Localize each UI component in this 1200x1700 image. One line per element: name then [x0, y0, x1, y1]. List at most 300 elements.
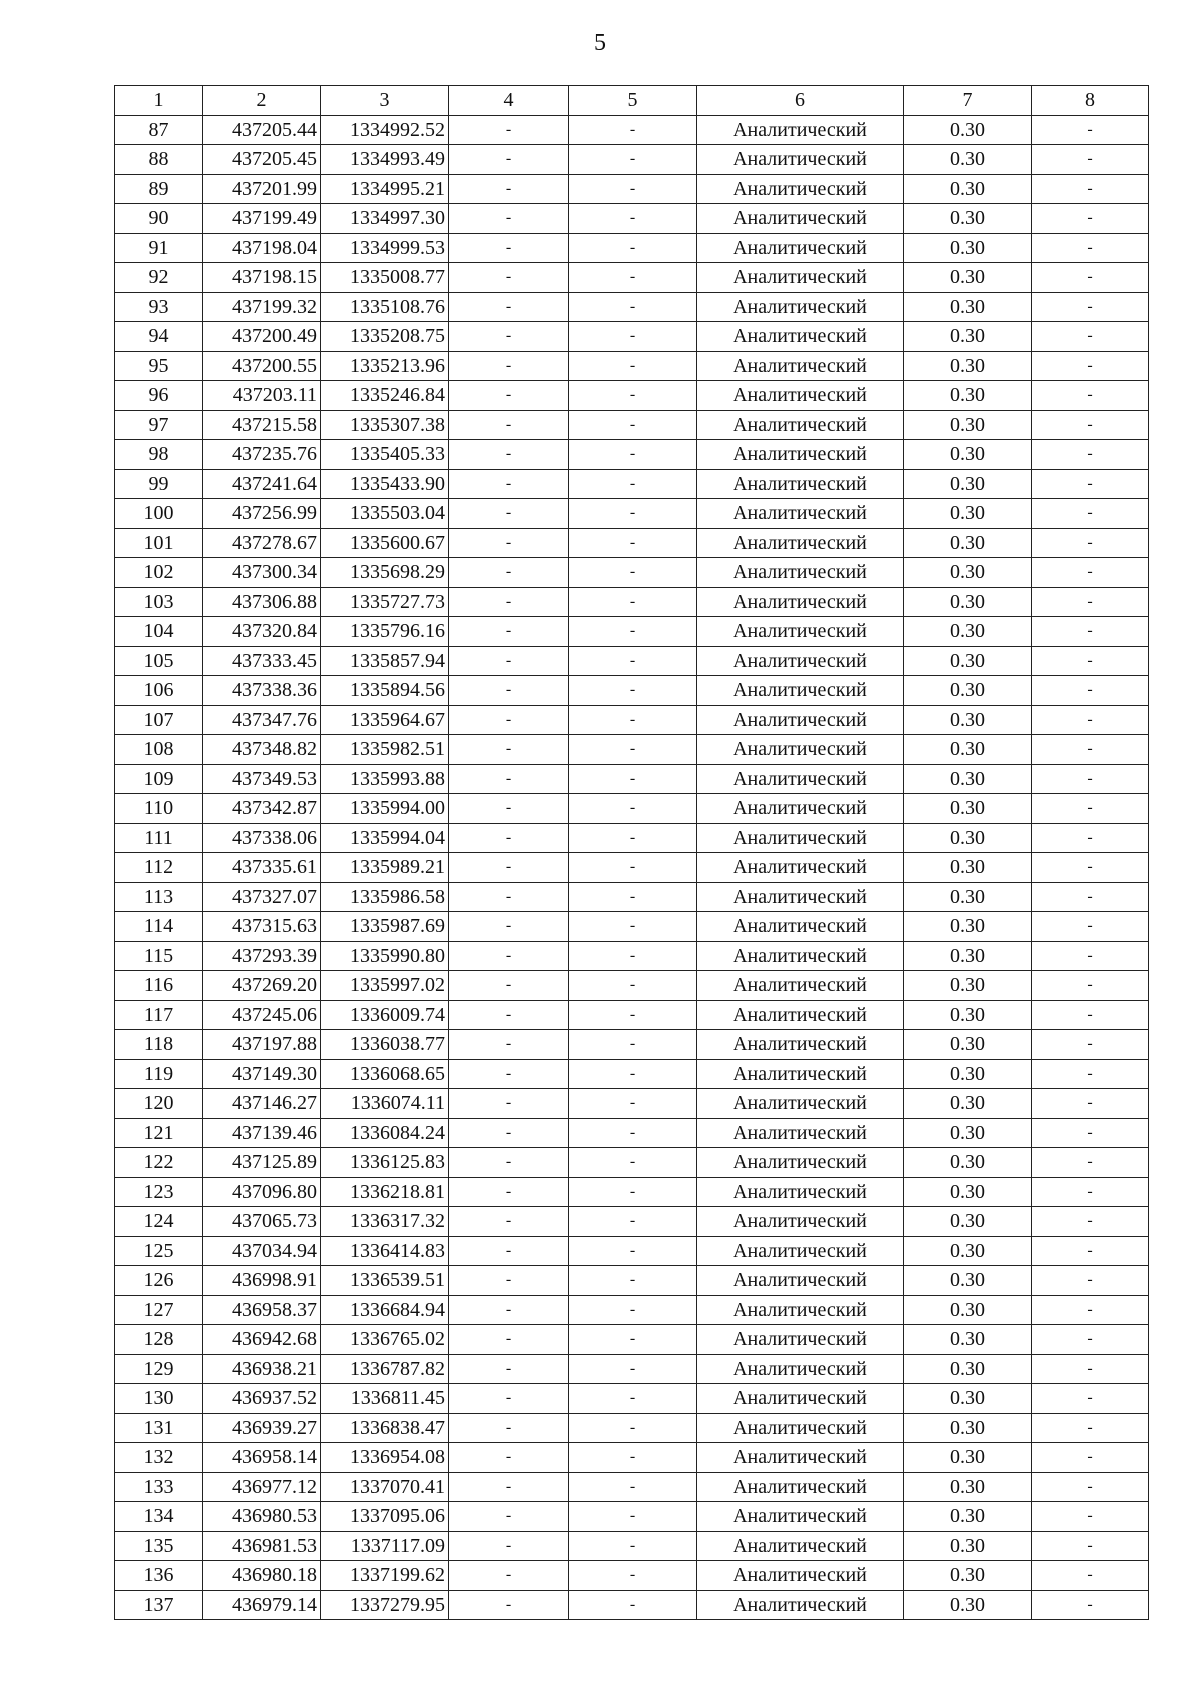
col4-cell: - [449, 853, 569, 883]
column-header: 1 [115, 86, 203, 116]
x-coordinate-cell: 437256.99 [203, 499, 321, 529]
accuracy-cell: 0.30 [904, 381, 1032, 411]
y-coordinate-cell: 1337279.95 [321, 1590, 449, 1620]
table-row [115, 1118, 1149, 1148]
table-row [115, 705, 1149, 735]
accuracy-cell: 0.30 [904, 263, 1032, 293]
x-coordinate-cell: 437125.89 [203, 1148, 321, 1178]
table-row [115, 1443, 1149, 1473]
col5-cell: - [569, 587, 697, 617]
y-coordinate-cell: 1335213.96 [321, 351, 449, 381]
col4-cell: - [449, 1089, 569, 1119]
col5-cell: - [569, 1118, 697, 1148]
col5-cell: - [569, 322, 697, 352]
point-number-cell: 119 [115, 1059, 203, 1089]
col4-cell: - [449, 410, 569, 440]
col4-cell: - [449, 558, 569, 588]
method-cell: Аналитический [697, 646, 904, 676]
point-number-cell: 118 [115, 1030, 203, 1060]
point-number-cell: 87 [115, 115, 203, 145]
point-number-cell: 130 [115, 1384, 203, 1414]
x-coordinate-cell: 437200.55 [203, 351, 321, 381]
x-coordinate-cell: 437198.15 [203, 263, 321, 293]
col8-cell: - [1032, 587, 1149, 617]
x-coordinate-cell: 437278.67 [203, 528, 321, 558]
accuracy-cell: 0.30 [904, 1384, 1032, 1414]
table-row [115, 617, 1149, 647]
table-row [115, 1207, 1149, 1237]
y-coordinate-cell: 1335405.33 [321, 440, 449, 470]
col8-cell: - [1032, 1325, 1149, 1355]
table-row [115, 1266, 1149, 1296]
method-cell: Аналитический [697, 971, 904, 1001]
point-number-cell: 97 [115, 410, 203, 440]
y-coordinate-cell: 1335503.04 [321, 499, 449, 529]
accuracy-cell: 0.30 [904, 1177, 1032, 1207]
method-cell: Аналитический [697, 676, 904, 706]
point-number-cell: 116 [115, 971, 203, 1001]
accuracy-cell: 0.30 [904, 233, 1032, 263]
point-number-cell: 111 [115, 823, 203, 853]
accuracy-cell: 0.30 [904, 440, 1032, 470]
col4-cell: - [449, 499, 569, 529]
accuracy-cell: 0.30 [904, 1059, 1032, 1089]
col8-cell: - [1032, 292, 1149, 322]
col4-cell: - [449, 469, 569, 499]
point-number-cell: 112 [115, 853, 203, 883]
point-number-cell: 103 [115, 587, 203, 617]
method-cell: Аналитический [697, 499, 904, 529]
point-number-cell: 126 [115, 1266, 203, 1296]
col8-cell: - [1032, 1413, 1149, 1443]
col8-cell: - [1032, 1384, 1149, 1414]
x-coordinate-cell: 437306.88 [203, 587, 321, 617]
method-cell: Аналитический [697, 587, 904, 617]
col5-cell: - [569, 410, 697, 440]
point-number-cell: 136 [115, 1561, 203, 1591]
method-cell: Аналитический [697, 469, 904, 499]
y-coordinate-cell: 1336787.82 [321, 1354, 449, 1384]
method-cell: Аналитический [697, 794, 904, 824]
table-row [115, 322, 1149, 352]
table-row [115, 558, 1149, 588]
point-number-cell: 91 [115, 233, 203, 263]
method-cell: Аналитический [697, 292, 904, 322]
col5-cell: - [569, 469, 697, 499]
table-row [115, 1531, 1149, 1561]
table-row [115, 528, 1149, 558]
col5-cell: - [569, 1325, 697, 1355]
y-coordinate-cell: 1335008.77 [321, 263, 449, 293]
col5-cell: - [569, 1590, 697, 1620]
x-coordinate-cell: 437205.45 [203, 145, 321, 175]
point-number-cell: 88 [115, 145, 203, 175]
accuracy-cell: 0.30 [904, 941, 1032, 971]
table-row [115, 410, 1149, 440]
y-coordinate-cell: 1335994.00 [321, 794, 449, 824]
y-coordinate-cell: 1337070.41 [321, 1472, 449, 1502]
point-number-cell: 137 [115, 1590, 203, 1620]
x-coordinate-cell: 437065.73 [203, 1207, 321, 1237]
method-cell: Аналитический [697, 1059, 904, 1089]
accuracy-cell: 0.30 [904, 145, 1032, 175]
y-coordinate-cell: 1335987.69 [321, 912, 449, 942]
method-cell: Аналитический [697, 823, 904, 853]
table-row [115, 823, 1149, 853]
col4-cell: - [449, 1236, 569, 1266]
table-row [115, 1590, 1149, 1620]
table-row [115, 145, 1149, 175]
table-row [115, 440, 1149, 470]
table-row [115, 1236, 1149, 1266]
col5-cell: - [569, 646, 697, 676]
col4-cell: - [449, 1561, 569, 1591]
x-coordinate-cell: 436942.68 [203, 1325, 321, 1355]
y-coordinate-cell: 1336838.47 [321, 1413, 449, 1443]
col4-cell: - [449, 263, 569, 293]
point-number-cell: 100 [115, 499, 203, 529]
table-row [115, 794, 1149, 824]
col4-cell: - [449, 912, 569, 942]
accuracy-cell: 0.30 [904, 1000, 1032, 1030]
y-coordinate-cell: 1335796.16 [321, 617, 449, 647]
point-number-cell: 96 [115, 381, 203, 411]
col8-cell: - [1032, 1354, 1149, 1384]
col8-cell: - [1032, 233, 1149, 263]
col5-cell: - [569, 440, 697, 470]
method-cell: Аналитический [697, 174, 904, 204]
table-row [115, 1384, 1149, 1414]
accuracy-cell: 0.30 [904, 646, 1032, 676]
col5-cell: - [569, 794, 697, 824]
x-coordinate-cell: 436981.53 [203, 1531, 321, 1561]
col8-cell: - [1032, 1472, 1149, 1502]
col5-cell: - [569, 882, 697, 912]
accuracy-cell: 0.30 [904, 174, 1032, 204]
x-coordinate-cell: 436979.14 [203, 1590, 321, 1620]
point-number-cell: 125 [115, 1236, 203, 1266]
col8-cell: - [1032, 1118, 1149, 1148]
col5-cell: - [569, 351, 697, 381]
col4-cell: - [449, 174, 569, 204]
x-coordinate-cell: 437139.46 [203, 1118, 321, 1148]
method-cell: Аналитический [697, 233, 904, 263]
x-coordinate-cell: 437203.11 [203, 381, 321, 411]
y-coordinate-cell: 1335698.29 [321, 558, 449, 588]
col5-cell: - [569, 971, 697, 1001]
y-coordinate-cell: 1336125.83 [321, 1148, 449, 1178]
col4-cell: - [449, 676, 569, 706]
accuracy-cell: 0.30 [904, 1590, 1032, 1620]
method-cell: Аналитический [697, 1354, 904, 1384]
y-coordinate-cell: 1335246.84 [321, 381, 449, 411]
col8-cell: - [1032, 823, 1149, 853]
col5-cell: - [569, 499, 697, 529]
col8-cell: - [1032, 1266, 1149, 1296]
table-row [115, 1059, 1149, 1089]
table-row [115, 263, 1149, 293]
y-coordinate-cell: 1336954.08 [321, 1443, 449, 1473]
table-row [115, 941, 1149, 971]
col8-cell: - [1032, 1089, 1149, 1119]
col4-cell: - [449, 1207, 569, 1237]
col4-cell: - [449, 587, 569, 617]
y-coordinate-cell: 1335994.04 [321, 823, 449, 853]
column-header: 2 [203, 86, 321, 116]
col4-cell: - [449, 1266, 569, 1296]
y-coordinate-cell: 1335997.02 [321, 971, 449, 1001]
table-row [115, 764, 1149, 794]
point-number-cell: 127 [115, 1295, 203, 1325]
col4-cell: - [449, 1000, 569, 1030]
table-row [115, 1148, 1149, 1178]
accuracy-cell: 0.30 [904, 1118, 1032, 1148]
table-row [115, 469, 1149, 499]
table-body [115, 115, 1149, 1620]
col8-cell: - [1032, 764, 1149, 794]
x-coordinate-cell: 437300.34 [203, 558, 321, 588]
table-row [115, 351, 1149, 381]
x-coordinate-cell: 436937.52 [203, 1384, 321, 1414]
coordinates-table [114, 85, 1149, 1620]
table-row [115, 971, 1149, 1001]
method-cell: Аналитический [697, 1531, 904, 1561]
y-coordinate-cell: 1337199.62 [321, 1561, 449, 1591]
col5-cell: - [569, 1531, 697, 1561]
accuracy-cell: 0.30 [904, 823, 1032, 853]
table-row [115, 499, 1149, 529]
accuracy-cell: 0.30 [904, 204, 1032, 234]
x-coordinate-cell: 437269.20 [203, 971, 321, 1001]
x-coordinate-cell: 437197.88 [203, 1030, 321, 1060]
point-number-cell: 124 [115, 1207, 203, 1237]
point-number-cell: 99 [115, 469, 203, 499]
col5-cell: - [569, 204, 697, 234]
col4-cell: - [449, 617, 569, 647]
accuracy-cell: 0.30 [904, 1148, 1032, 1178]
method-cell: Аналитический [697, 115, 904, 145]
y-coordinate-cell: 1335894.56 [321, 676, 449, 706]
method-cell: Аналитический [697, 853, 904, 883]
accuracy-cell: 0.30 [904, 1266, 1032, 1296]
method-cell: Аналитический [697, 204, 904, 234]
method-cell: Аналитический [697, 381, 904, 411]
method-cell: Аналитический [697, 1266, 904, 1296]
x-coordinate-cell: 437096.80 [203, 1177, 321, 1207]
y-coordinate-cell: 1334997.30 [321, 204, 449, 234]
col4-cell: - [449, 1118, 569, 1148]
x-coordinate-cell: 437349.53 [203, 764, 321, 794]
col4-cell: - [449, 1059, 569, 1089]
x-coordinate-cell: 437241.64 [203, 469, 321, 499]
col5-cell: - [569, 1236, 697, 1266]
table-row [115, 587, 1149, 617]
method-cell: Аналитический [697, 1030, 904, 1060]
table-row [115, 381, 1149, 411]
point-number-cell: 120 [115, 1089, 203, 1119]
col4-cell: - [449, 1472, 569, 1502]
method-cell: Аналитический [697, 1384, 904, 1414]
col4-cell: - [449, 646, 569, 676]
col8-cell: - [1032, 617, 1149, 647]
method-cell: Аналитический [697, 145, 904, 175]
method-cell: Аналитический [697, 528, 904, 558]
page-number: 5 [594, 30, 606, 56]
point-number-cell: 110 [115, 794, 203, 824]
method-cell: Аналитический [697, 1502, 904, 1532]
col8-cell: - [1032, 1059, 1149, 1089]
x-coordinate-cell: 437205.44 [203, 115, 321, 145]
table-row [115, 1089, 1149, 1119]
y-coordinate-cell: 1337117.09 [321, 1531, 449, 1561]
accuracy-cell: 0.30 [904, 499, 1032, 529]
method-cell: Аналитический [697, 1561, 904, 1591]
col5-cell: - [569, 1030, 697, 1060]
col5-cell: - [569, 1148, 697, 1178]
col8-cell: - [1032, 1207, 1149, 1237]
col4-cell: - [449, 528, 569, 558]
accuracy-cell: 0.30 [904, 1089, 1032, 1119]
point-number-cell: 108 [115, 735, 203, 765]
accuracy-cell: 0.30 [904, 1236, 1032, 1266]
column-header: 6 [697, 86, 904, 116]
col8-cell: - [1032, 1177, 1149, 1207]
col8-cell: - [1032, 174, 1149, 204]
method-cell: Аналитический [697, 558, 904, 588]
col4-cell: - [449, 322, 569, 352]
point-number-cell: 114 [115, 912, 203, 942]
col5-cell: - [569, 1059, 697, 1089]
accuracy-cell: 0.30 [904, 705, 1032, 735]
accuracy-cell: 0.30 [904, 971, 1032, 1001]
col8-cell: - [1032, 381, 1149, 411]
method-cell: Аналитический [697, 1325, 904, 1355]
col4-cell: - [449, 735, 569, 765]
method-cell: Аналитический [697, 263, 904, 293]
x-coordinate-cell: 437293.39 [203, 941, 321, 971]
table-row [115, 676, 1149, 706]
col8-cell: - [1032, 705, 1149, 735]
point-number-cell: 109 [115, 764, 203, 794]
col8-cell: - [1032, 440, 1149, 470]
y-coordinate-cell: 1334999.53 [321, 233, 449, 263]
point-number-cell: 92 [115, 263, 203, 293]
col8-cell: - [1032, 1030, 1149, 1060]
method-cell: Аналитический [697, 1000, 904, 1030]
x-coordinate-cell: 436977.12 [203, 1472, 321, 1502]
table-row [115, 1472, 1149, 1502]
accuracy-cell: 0.30 [904, 1030, 1032, 1060]
col5-cell: - [569, 145, 697, 175]
y-coordinate-cell: 1336317.32 [321, 1207, 449, 1237]
col8-cell: - [1032, 882, 1149, 912]
col5-cell: - [569, 1089, 697, 1119]
method-cell: Аналитический [697, 351, 904, 381]
table-row [115, 1030, 1149, 1060]
accuracy-cell: 0.30 [904, 882, 1032, 912]
y-coordinate-cell: 1335990.80 [321, 941, 449, 971]
accuracy-cell: 0.30 [904, 853, 1032, 883]
point-number-cell: 135 [115, 1531, 203, 1561]
col4-cell: - [449, 1531, 569, 1561]
y-coordinate-cell: 1335307.38 [321, 410, 449, 440]
col8-cell: - [1032, 646, 1149, 676]
table-row [115, 233, 1149, 263]
col5-cell: - [569, 1472, 697, 1502]
accuracy-cell: 0.30 [904, 1443, 1032, 1473]
table-row [115, 174, 1149, 204]
table-row [115, 1177, 1149, 1207]
col4-cell: - [449, 292, 569, 322]
col8-cell: - [1032, 115, 1149, 145]
y-coordinate-cell: 1336009.74 [321, 1000, 449, 1030]
col8-cell: - [1032, 1443, 1149, 1473]
y-coordinate-cell: 1335727.73 [321, 587, 449, 617]
col4-cell: - [449, 971, 569, 1001]
col5-cell: - [569, 263, 697, 293]
col8-cell: - [1032, 263, 1149, 293]
accuracy-cell: 0.30 [904, 912, 1032, 942]
col4-cell: - [449, 381, 569, 411]
point-number-cell: 131 [115, 1413, 203, 1443]
col4-cell: - [449, 1295, 569, 1325]
y-coordinate-cell: 1335964.67 [321, 705, 449, 735]
col4-cell: - [449, 1384, 569, 1414]
point-number-cell: 95 [115, 351, 203, 381]
col8-cell: - [1032, 204, 1149, 234]
accuracy-cell: 0.30 [904, 469, 1032, 499]
point-number-cell: 102 [115, 558, 203, 588]
x-coordinate-cell: 437199.49 [203, 204, 321, 234]
col4-cell: - [449, 1443, 569, 1473]
method-cell: Аналитический [697, 1443, 904, 1473]
method-cell: Аналитический [697, 1472, 904, 1502]
col8-cell: - [1032, 410, 1149, 440]
col5-cell: - [569, 1266, 697, 1296]
col5-cell: - [569, 853, 697, 883]
accuracy-cell: 0.30 [904, 1354, 1032, 1384]
col4-cell: - [449, 145, 569, 175]
point-number-cell: 89 [115, 174, 203, 204]
y-coordinate-cell: 1336684.94 [321, 1295, 449, 1325]
x-coordinate-cell: 437327.07 [203, 882, 321, 912]
col8-cell: - [1032, 322, 1149, 352]
col8-cell: - [1032, 1561, 1149, 1591]
x-coordinate-cell: 437320.84 [203, 617, 321, 647]
method-cell: Аналитический [697, 410, 904, 440]
col8-cell: - [1032, 941, 1149, 971]
col5-cell: - [569, 528, 697, 558]
accuracy-cell: 0.30 [904, 1413, 1032, 1443]
table-row [115, 1561, 1149, 1591]
col8-cell: - [1032, 1502, 1149, 1532]
col8-cell: - [1032, 853, 1149, 883]
y-coordinate-cell: 1336074.11 [321, 1089, 449, 1119]
y-coordinate-cell: 1334992.52 [321, 115, 449, 145]
y-coordinate-cell: 1336084.24 [321, 1118, 449, 1148]
col5-cell: - [569, 115, 697, 145]
x-coordinate-cell: 437348.82 [203, 735, 321, 765]
method-cell: Аналитический [697, 1236, 904, 1266]
accuracy-cell: 0.30 [904, 764, 1032, 794]
y-coordinate-cell: 1336068.65 [321, 1059, 449, 1089]
x-coordinate-cell: 436998.91 [203, 1266, 321, 1296]
col4-cell: - [449, 1354, 569, 1384]
point-number-cell: 90 [115, 204, 203, 234]
y-coordinate-cell: 1335433.90 [321, 469, 449, 499]
y-coordinate-cell: 1334995.21 [321, 174, 449, 204]
col8-cell: - [1032, 528, 1149, 558]
